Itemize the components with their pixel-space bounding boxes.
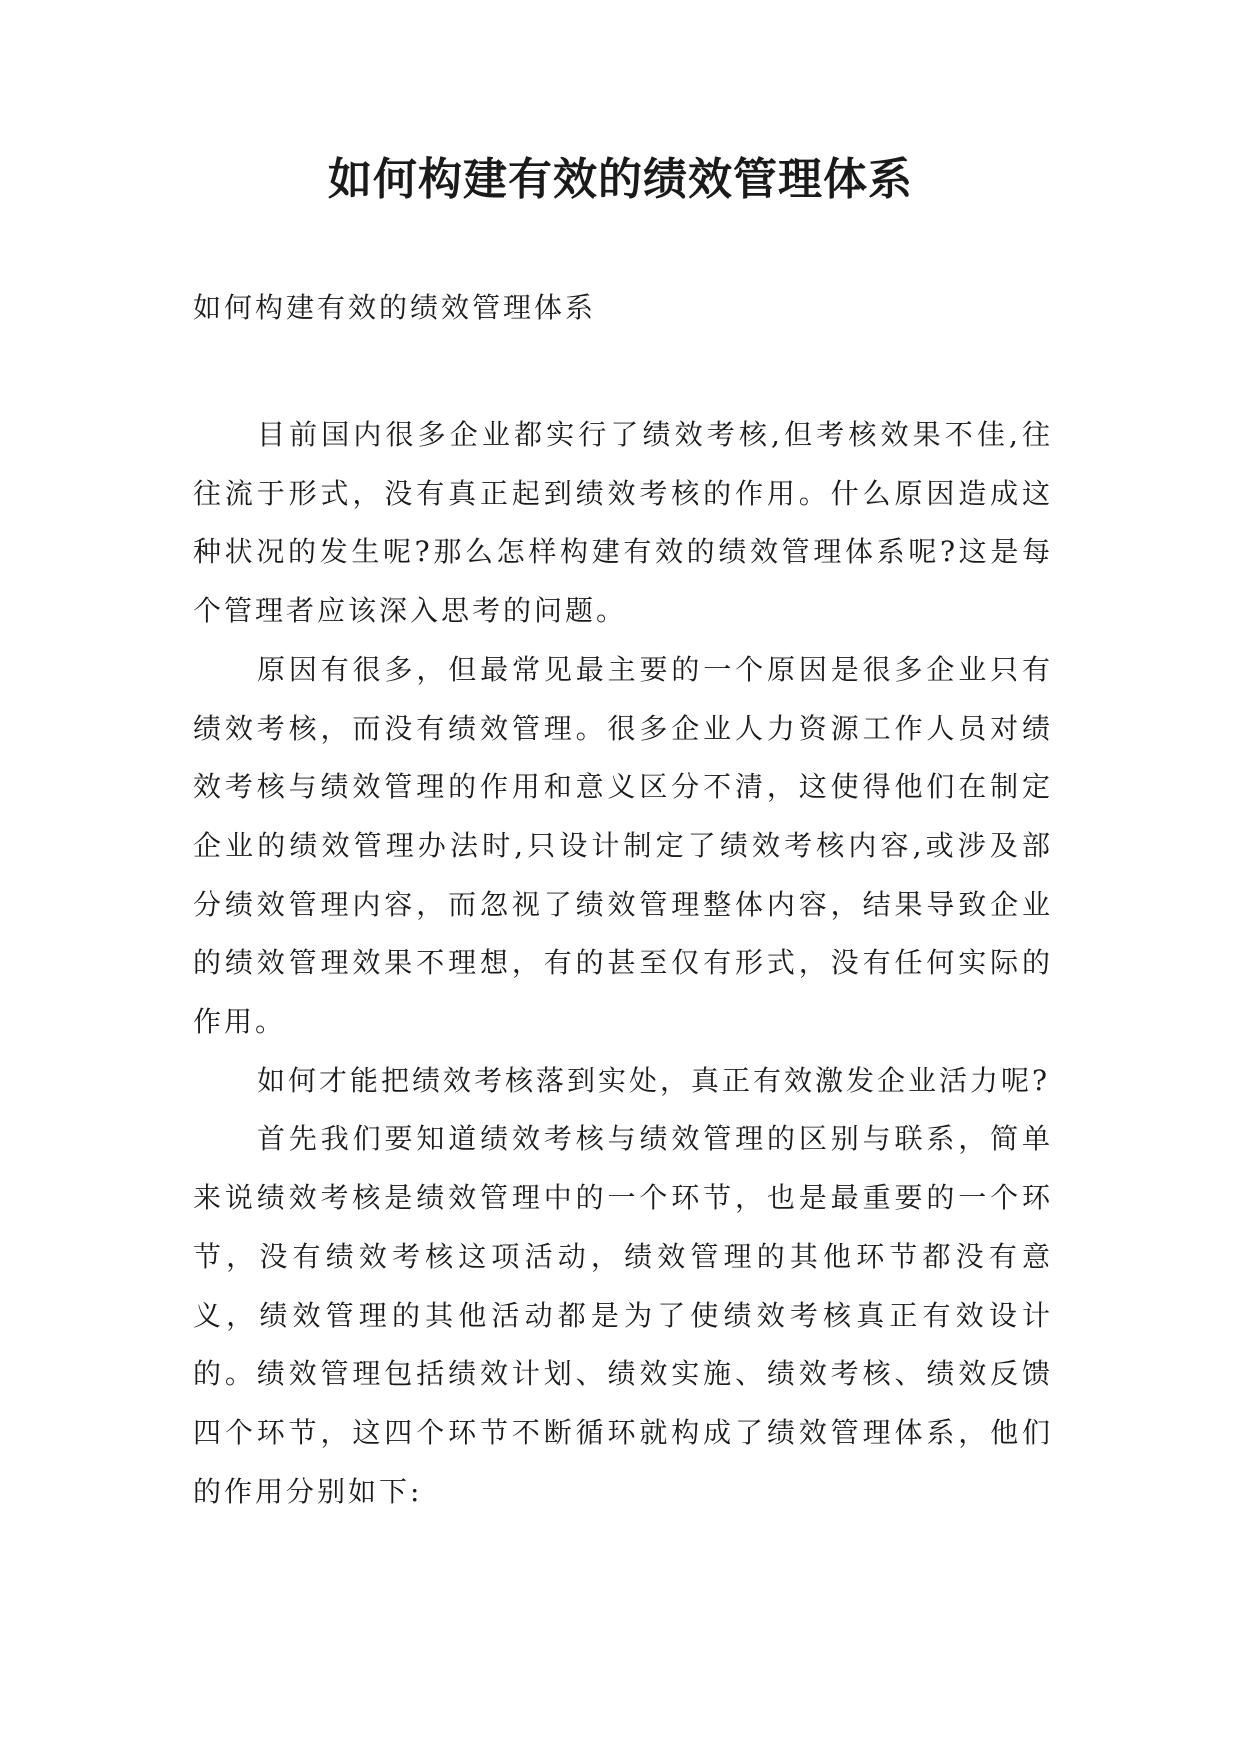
paragraph-2: 原因有很多，但最常见最主要的一个原因是很多企业只有绩效考核，而没有绩效管理。很多企业人力资源工作人员对绩效考核与绩效管理的作用和意义区分不清，这使得他们在制定企业的绩效管理办法时,只设计制定了绩效考核内容,或涉及部分绩效管理内容，而忽视了绩效管理整体内容，结果导致企业的绩效管理效果不理想，有的甚至仅有形式，没有任何实际的作用。 bbox=[193, 652, 1053, 1039]
document-title: 如何构建有效的绩效管理体系 bbox=[328, 154, 913, 205]
paragraph-1: 目前国内很多企业都实行了绩效考核,但考核效果不佳,往往流于形式，没有真正起到绩效考核的作用。什么原因造成这种状况的发生呢?那么怎样构建有效的绩效管理体系呢?这是每个管理者应该深入思考的问题。 bbox=[193, 418, 1053, 628]
paragraph-4: 首先我们要知道绩效考核与绩效管理的区别与联系，简单来说绩效考核是绩效管理中的一个环节，也是最重要的一个环节，没有绩效考核这项活动，绩效管理的其他环节都没有意义，绩效管理的其他活动都是为了使绩效考核真正有效设计的。绩效管理包括绩效计划、绩效实施、绩效考核、绩效反馈四个环节，这四个环节不断循环就构成了绩效管理体系，他们的作用分别如下: bbox=[193, 1122, 1053, 1508]
paragraph-3: 如何才能把绩效考核落到实处，真正有效激发企业活力呢? bbox=[257, 1063, 1051, 1097]
document-body bbox=[193, 406, 1053, 1521]
document-subtitle: 如何构建有效的绩效管理体系 bbox=[193, 291, 597, 324]
